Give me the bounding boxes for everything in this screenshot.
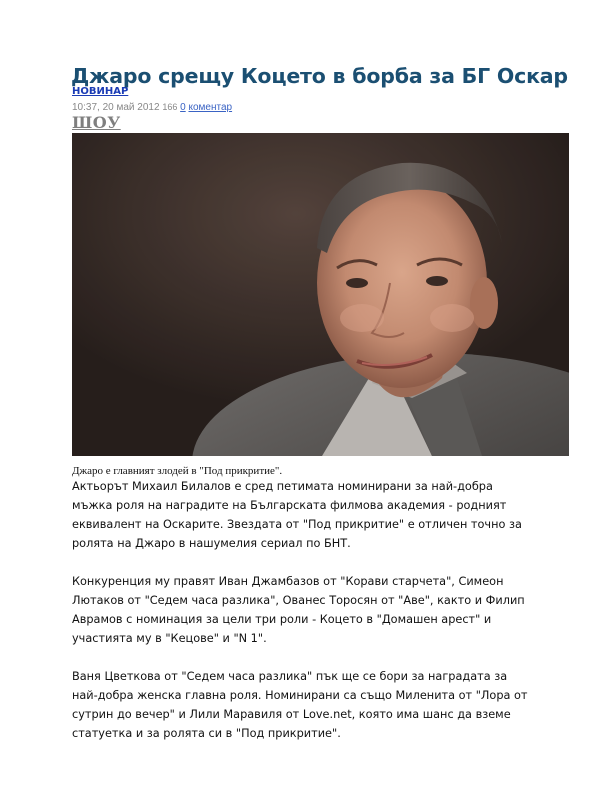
article-meta	[72, 102, 232, 113]
article-paragraph: Ваня Цветкова от "Седем часа разлика" пък ще се бори за наградата за най-добра женска главна роля. Номинирани са също Миленита от "Лора от сутрин до вечер" и Лили Маравиля от Love.net, която има шанс да вземе статуетка и за ролята си в "Под прикритие".	[72, 670, 528, 740]
article-title: Джаро срещу Коцето в борба за БГ Оскар	[71, 64, 568, 88]
image-caption: Джаро е главният злодей в "Под прикритие".	[72, 465, 283, 477]
category-link[interactable]: НОВИНАР	[72, 86, 129, 97]
section-link[interactable]: ШОУ	[72, 113, 121, 132]
comments-count-link[interactable]: 0	[180, 102, 186, 113]
article-paragraph: Актьорът Михаил Билалов е сред петимата номинирани за най-добра мъжка роля на наградите на Българската филмова академия - родният еквивалент на Оскарите. Звездата от "Под прикритие" е отличен точно за ролята на Джаро в нашумелия сериал по БНТ.	[72, 480, 522, 550]
article-body	[72, 477, 532, 762]
article-photo	[72, 133, 569, 456]
article-paragraph: Конкуренция му правят Иван Джамбазов от "Корави старчета", Симеон Лютаков от "Седем часа разлика", Ованес Торосян от "Аве", както и Филип Аврамов с номинация за цели три роли - Коцето в "Домашен арест" и участията му в "Кецове" и "N 1".	[72, 575, 525, 645]
comments-link[interactable]: коментар	[188, 102, 233, 113]
view-count: 166	[162, 102, 178, 112]
man-portrait-image	[72, 133, 569, 456]
publish-date: 10:37, 20 май 2012	[72, 102, 160, 113]
